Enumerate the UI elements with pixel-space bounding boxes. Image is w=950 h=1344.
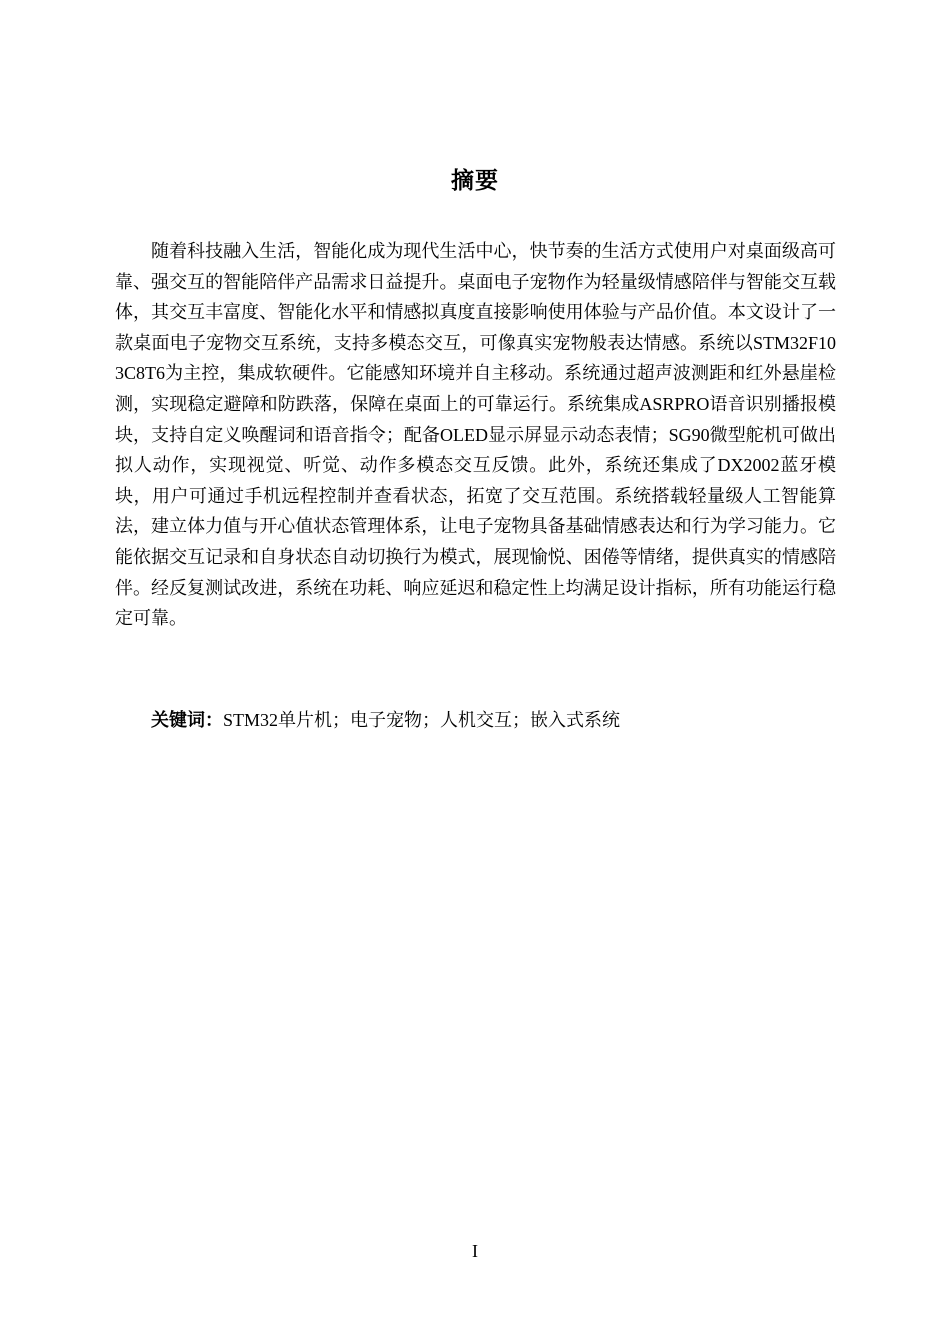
keywords-text: STM32单片机；电子宠物；人机交互；嵌入式系统 (223, 710, 621, 730)
abstract-body: 随着科技融入生活，智能化成为现代生活中心，快节奏的生活方式使用户对桌面级高可靠、强交互的智能陪伴产品需求日益提升。桌面电子宠物作为轻量级情感陪伴与智能交互载体，其交互丰富度、智能化水平和情感拟真度直接影响使用体验与产品价值。本文设计了一款桌面电子宠物交互系统，支持多模态交互，可像真实宠物般表达情感。系统以STM32F103C8T6为主控，集成软硬件。它能感知环境并自主移动。系统通过超声波测距和红外悬崖检测，实现稳定避障和防跌落，保障在桌面上的可靠运行。系统集成ASRPRO语音识别播报模块，支持自定义唤醒词和语音指令；配备OLED显示屏显示动态表情；SG90微型舵机可做出拟人动作，实现视觉、听觉、动作多模态交互反馈。此外，系统还集成了DX2002蓝牙模块，用户可通过手机远程控制并查看状态，拓宽了交互范围。系统搭载轻量级人工智能算法，建立体力值与开心值状态管理体系，让电子宠物具备基础情感表达和行为学习能力。它能依据交互记录和自身状态自动切换行为模式，展现愉悦、困倦等情绪，提供真实的情感陪伴。经反复测试改进，系统在功耗、响应延迟和稳定性上均满足设计指标，所有功能运行稳定可靠。 (115, 241, 836, 629)
page-number: I (472, 1241, 478, 1261)
abstract-title: 摘要 (451, 168, 499, 194)
keywords-label: 关键词： (151, 710, 223, 731)
keywords-line (151, 705, 836, 736)
